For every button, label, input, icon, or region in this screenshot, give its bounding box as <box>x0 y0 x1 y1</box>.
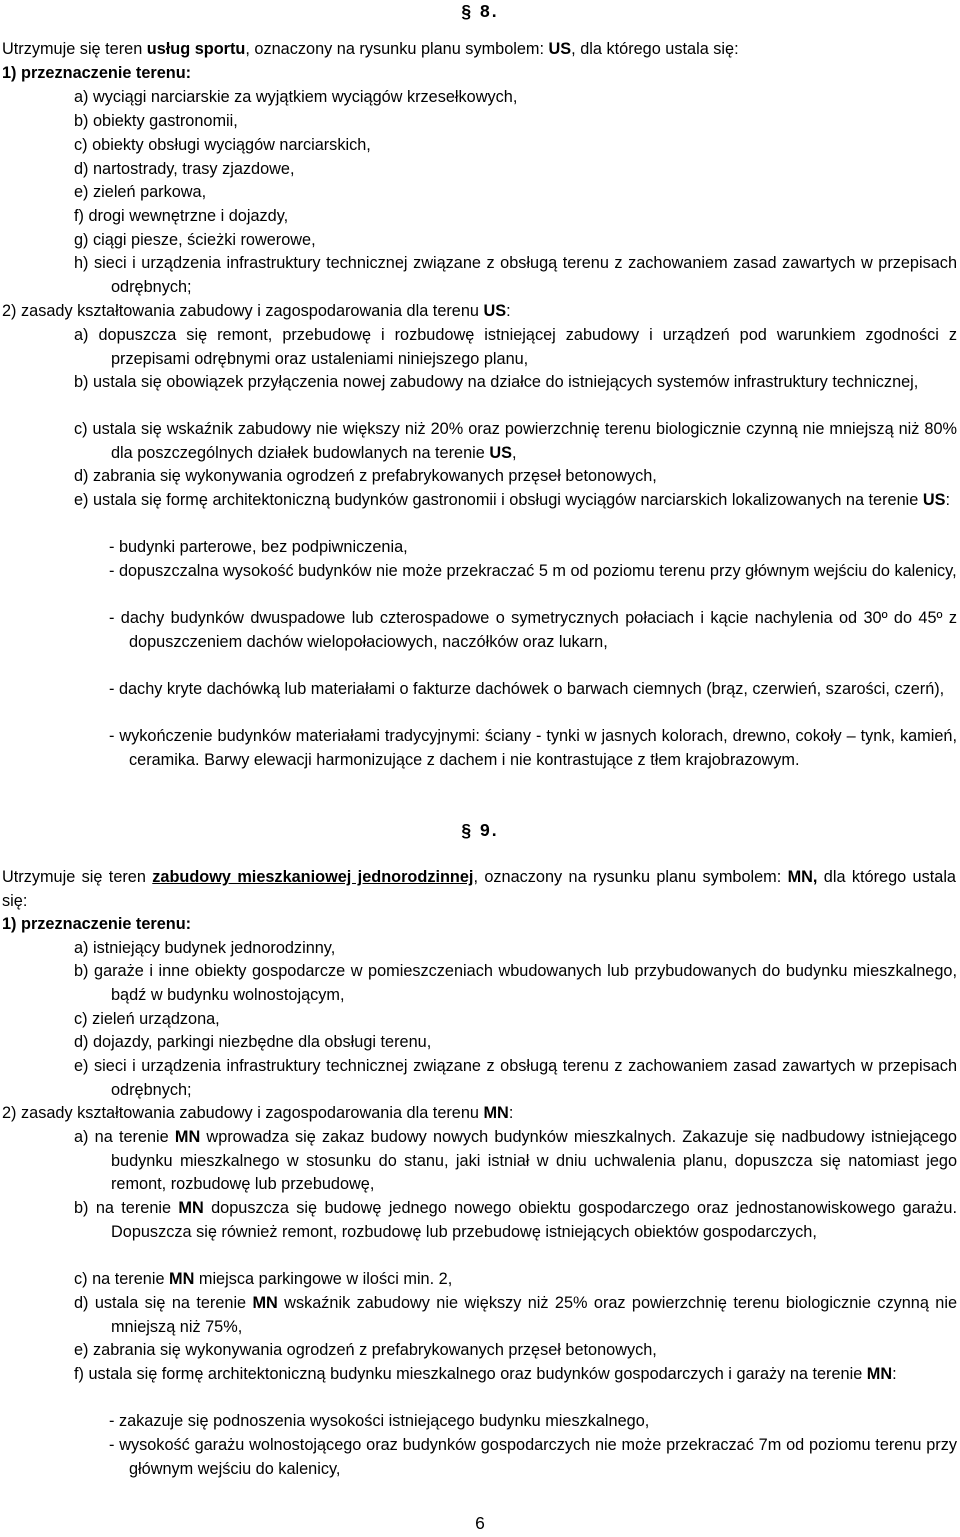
item-symbol: US <box>489 443 512 462</box>
s9-p1-item: a) istniejący budynek jednorodzinny, <box>74 939 336 957</box>
item-symbol: US <box>922 491 946 509</box>
item-symbol: MN <box>866 1365 893 1383</box>
intro-text: , oznaczony na rysunku planu symbolem: <box>245 40 549 58</box>
item-text: wskaźnik zabudowy nie większy niż 25% oraz powierzchnię terenu biologicznie czynną nie mniejszą niż 75%, <box>111 1294 957 1336</box>
s8-p2-item-c <box>74 418 957 465</box>
point-text: : <box>508 1104 514 1122</box>
intro-text: , oznaczony na rysunku planu symbolem: <box>473 868 788 886</box>
section-9-heading: § 9. <box>461 820 499 840</box>
section-8-heading: § 8. <box>461 1 499 21</box>
s8-p1-item: e) zieleń parkowa, <box>74 183 207 201</box>
s8-p2-item-e <box>74 489 957 513</box>
item-symbol: MN <box>252 1294 278 1312</box>
s8-p2-item-d: d) zabrania się wykonywania ogrodzeń z prefabrykowanych przęseł betonowych, <box>74 467 657 485</box>
s8-p1-item: c) obiekty obsługi wyciągów narciarskich, <box>74 136 371 154</box>
intro-text: Utrzymuje się teren <box>2 40 147 58</box>
s9-p2-item-e: e) zabrania się wykonywania ogrodzeń z prefabrykowanych przęseł betonowych, <box>74 1341 657 1359</box>
item-text: : <box>892 1365 897 1383</box>
s9-p2-item-a <box>74 1126 957 1197</box>
section-9-intro <box>2 866 956 913</box>
item-symbol: MN <box>169 1270 195 1288</box>
item-text: c) na terenie <box>74 1270 170 1288</box>
point-text: : <box>506 302 511 320</box>
s9-p2-item-c <box>74 1268 957 1292</box>
s9-p2-item-f <box>74 1363 957 1387</box>
s8-p1-item: b) obiekty gastronomii, <box>74 112 238 130</box>
item-text: : <box>945 491 950 509</box>
s8-dash-item: - dachy budynków dwuspadowe lub czterospadowe o symetrycznych połaciach i kącie nachylenia od 30º do 45º z dopuszczeniem dachów wielopołaciowych, naczółków oraz lukarn, <box>109 609 957 651</box>
s8-p1-item: g) ciągi piesze, ścieżki rowerowe, <box>74 231 316 249</box>
page-number: 6 <box>475 1513 485 1533</box>
section-8-intro <box>2 38 956 62</box>
item-text: e) ustala się formę architektoniczną budynków gastronomii i obsługi wyciągów narciarskich lokalizowanych na terenie <box>74 491 923 509</box>
s9-p1-item: b) garaże i inne obiekty gospodarcze w pomieszczeniach wbudowanych lub przybudowanych do budynku mieszkalnego, bądź w budynku wolnostojącym, <box>74 962 957 1004</box>
item-symbol: MN <box>178 1199 204 1217</box>
intro-symbol: MN, <box>787 868 818 886</box>
item-text: b) na terenie <box>74 1199 179 1217</box>
s9-point-1: 1) przeznaczenie terenu: <box>2 915 192 933</box>
s9-p2-item-b <box>74 1197 957 1244</box>
s9-dash-item: - wysokość garażu wolnostojącego oraz budynków gospodarczych nie może przekraczać 7m od poziomu terenu przy głównym wejściu do kalenicy, <box>109 1436 957 1478</box>
s9-dash-item: - zakazuje się podnoszenia wysokości istniejącego budynku mieszkalnego, <box>109 1412 650 1430</box>
s8-point-1: 1) przeznaczenie terenu: <box>2 64 192 82</box>
s8-p1-item: h) sieci i urządzenia infrastruktury technicznej związane z obsługą terenu z zachowaniem zasad zawartych w przepisach odrębnych; <box>74 254 957 296</box>
point-text: 2) zasady kształtowania zabudowy i zagospodarowania dla terenu <box>2 302 484 320</box>
s8-dash-item: - budynki parterowe, bez podpiwniczenia, <box>109 538 408 556</box>
s9-point-2 <box>2 1102 956 1126</box>
s9-p1-item: d) dojazdy, parkingi niezbędne dla obsługi terenu, <box>74 1033 432 1051</box>
s8-dash-item: - dachy kryte dachówką lub materiałami o fakturze dachówek o barwach ciemnych (brąz, czerwień, szarości, czerń), <box>109 680 945 698</box>
intro-bold-term: zabudowy mieszkaniowej jednorodzinnej <box>152 868 474 886</box>
s9-p1-item: e) sieci i urządzenia infrastruktury technicznej związane z obsługą terenu z zachowaniem zasad zawartych w przepisach odrębnych; <box>74 1057 957 1099</box>
s8-p2-item-b: b) ustala się obowiązek przyłączenia nowej zabudowy na działce do istniejących systemów infrastruktury technicznej, <box>74 373 919 391</box>
item-text: , <box>511 443 517 462</box>
item-text: miejsca parkingowe w ilości min. 2, <box>194 1270 453 1288</box>
s8-p1-item: d) nartostrady, trasy zjazdowe, <box>74 160 295 178</box>
item-text: c) ustala się wskaźnik zabudowy nie większy niż 20% oraz powierzchnię terenu biologicznie czynną nie mniejszą niż 80% dla poszczególnych działek budowlanych na terenie <box>74 420 957 462</box>
intro-symbol: US <box>548 40 572 58</box>
s9-p2-item-d <box>74 1292 957 1339</box>
intro-text: , dla którego ustala się: <box>571 40 739 58</box>
item-symbol: MN <box>174 1128 201 1146</box>
s8-dash-item: - dopuszczalna wysokość budynków nie może przekraczać 5 m od poziomu terenu przy głównym wejściu do kalenicy, <box>109 562 957 580</box>
item-text: f) ustala się formę architektoniczną budynku mieszkalnego oraz budynków gospodarczych i garaży na terenie <box>74 1365 867 1383</box>
s8-point-2 <box>2 300 956 324</box>
item-text: dopuszcza się budowę jednego nowego obiektu gospodarczego oraz jednostanowiskowego garażu. Dopuszcza się również remont, rozbudowę lub przebudowę istniejących obiektów gospodarczych, <box>111 1199 957 1241</box>
item-text: wprowadza się zakaz budowy nowych budynków mieszkalnych. Zakazuje się nadbudowy istniejącego budynku mieszkalnego w stosunku do stanu, jaki istniał w dniu uchwalenia planu, dopuszcza się natomiast jego remont, rozbudowę lub przebudowę, <box>111 1128 957 1194</box>
intro-text: Utrzymuje się teren <box>2 868 153 886</box>
s8-dash-item: - wykończenie budynków materiałami tradycyjnymi: ściany - tynki w jasnych kolorach, drewno, cokoły – tynk, kamień, ceramika. Barwy elewacji harmonizujące z dachem i nie kontrastujące z tłem krajobrazowym. <box>109 727 957 769</box>
s9-p1-item: c) zieleń urządzona, <box>74 1010 220 1028</box>
point-symbol: MN <box>483 1104 509 1122</box>
point-text: 2) zasady kształtowania zabudowy i zagospodarowania dla terenu <box>2 1104 484 1122</box>
s8-p1-item: f) drogi wewnętrzne i dojazdy, <box>74 207 289 225</box>
intro-bold-term: usług sportu <box>146 40 246 58</box>
item-text: a) na terenie <box>74 1128 175 1146</box>
s8-p2-item-a: a) dopuszcza się remont, przebudowę i rozbudowę istniejącej zabudowy i urządzeń pod warunkiem zgodności z przepisami odrębnymi oraz ustaleniami niniejszego planu, <box>74 326 957 368</box>
intro-text: dla którego ustala się: <box>2 868 956 910</box>
s8-p1-item: a) wyciągi narciarskie za wyjątkiem wyciągów krzesełkowych, <box>74 88 518 106</box>
item-text: d) ustala się na terenie <box>74 1294 253 1312</box>
point-symbol: US <box>483 302 507 320</box>
